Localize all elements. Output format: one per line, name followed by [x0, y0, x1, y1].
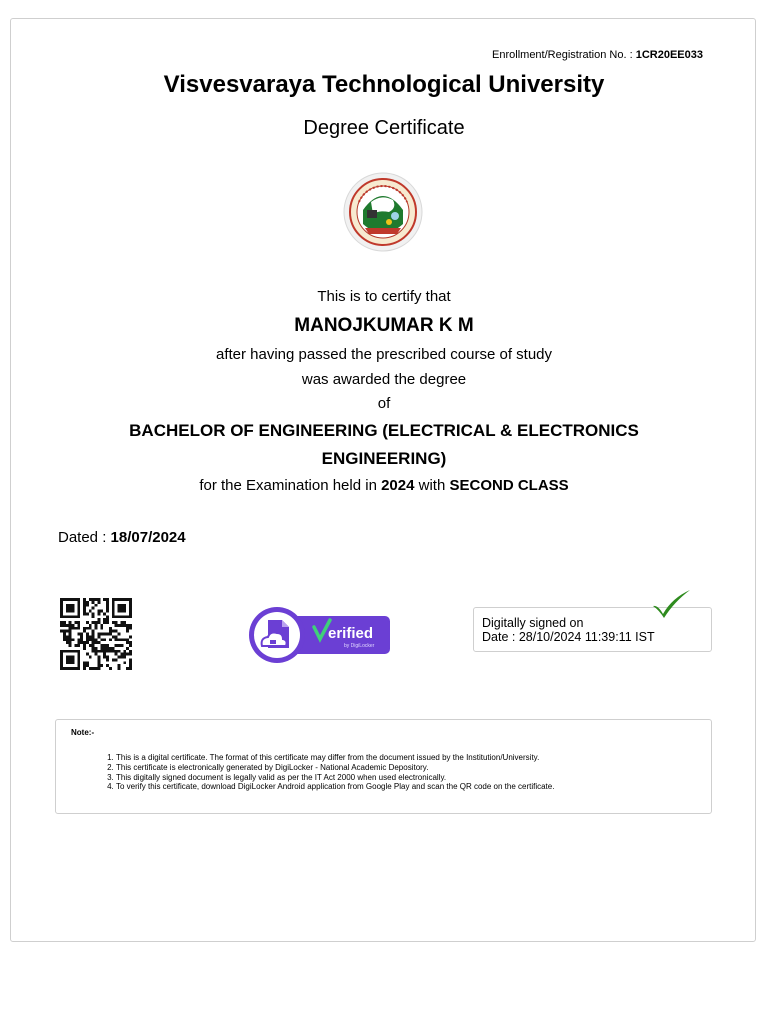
- signature-line1: Digitally signed on: [482, 616, 584, 630]
- enrollment-number: [492, 49, 703, 61]
- certify-line: This is to certify that: [317, 288, 451, 305]
- dated: [58, 529, 186, 546]
- note-item: 1. This is a digital certificate. The format of this certificate may differ from the document issued by the Institution/University.: [116, 753, 554, 763]
- dated-value: 18/07/2024: [110, 529, 186, 546]
- note-item: 4. To verify this certificate, download DigiLocker Android application from Google Play and scan the QR code on the certificate.: [116, 782, 554, 792]
- note-box: [55, 719, 712, 814]
- note-list: [104, 753, 554, 792]
- of-line: of: [377, 395, 391, 412]
- course-line: after having passed the prescribed course of study: [215, 346, 553, 363]
- qr-finder-pattern: [112, 598, 132, 618]
- exam-with: with: [418, 477, 446, 494]
- checkmark-icon: [650, 588, 692, 620]
- exam-year: 2024: [381, 477, 415, 494]
- verified-by-digilocker-badge: [248, 606, 392, 664]
- verified-subtext: by DigiLocker: [344, 643, 375, 649]
- dated-label: Dated :: [58, 529, 107, 546]
- note-title: Note:-: [71, 728, 95, 737]
- awarded-line: was awarded the degree: [301, 371, 467, 388]
- enrollment-value: 1CR20EE033: [635, 49, 703, 61]
- document-title: Degree Certificate: [303, 117, 465, 139]
- qr-finder-pattern: [60, 650, 80, 670]
- degree-name-line1: BACHELOR OF ENGINEERING (ELECTRICAL & ELECTRONICS: [129, 421, 639, 440]
- qr-finder-pattern: [60, 598, 80, 618]
- examination-line: [0, 477, 768, 494]
- signature-date: Date : 28/10/2024 11:39:11 IST: [482, 630, 655, 644]
- enrollment-label: Enrollment/Registration No. :: [492, 49, 633, 61]
- note-item: 2. This certificate is electronically generated by DigiLocker - National Academic Depository.: [116, 763, 554, 773]
- exam-prefix: for the Examination held in: [199, 477, 377, 494]
- university-name: Visvesvaraya Technological University: [163, 71, 605, 98]
- verified-text: erified: [328, 625, 374, 642]
- student-name: MANOJKUMAR K M: [294, 315, 474, 336]
- note-item: 3. This digitally signed document is legally valid as per the IT Act 2000 when used electronically.: [116, 773, 554, 783]
- university-seal-logo: [343, 172, 423, 252]
- degree-name-line2: ENGINEERING): [321, 449, 447, 468]
- exam-class: SECOND CLASS: [449, 477, 569, 494]
- qr-code: [58, 598, 134, 670]
